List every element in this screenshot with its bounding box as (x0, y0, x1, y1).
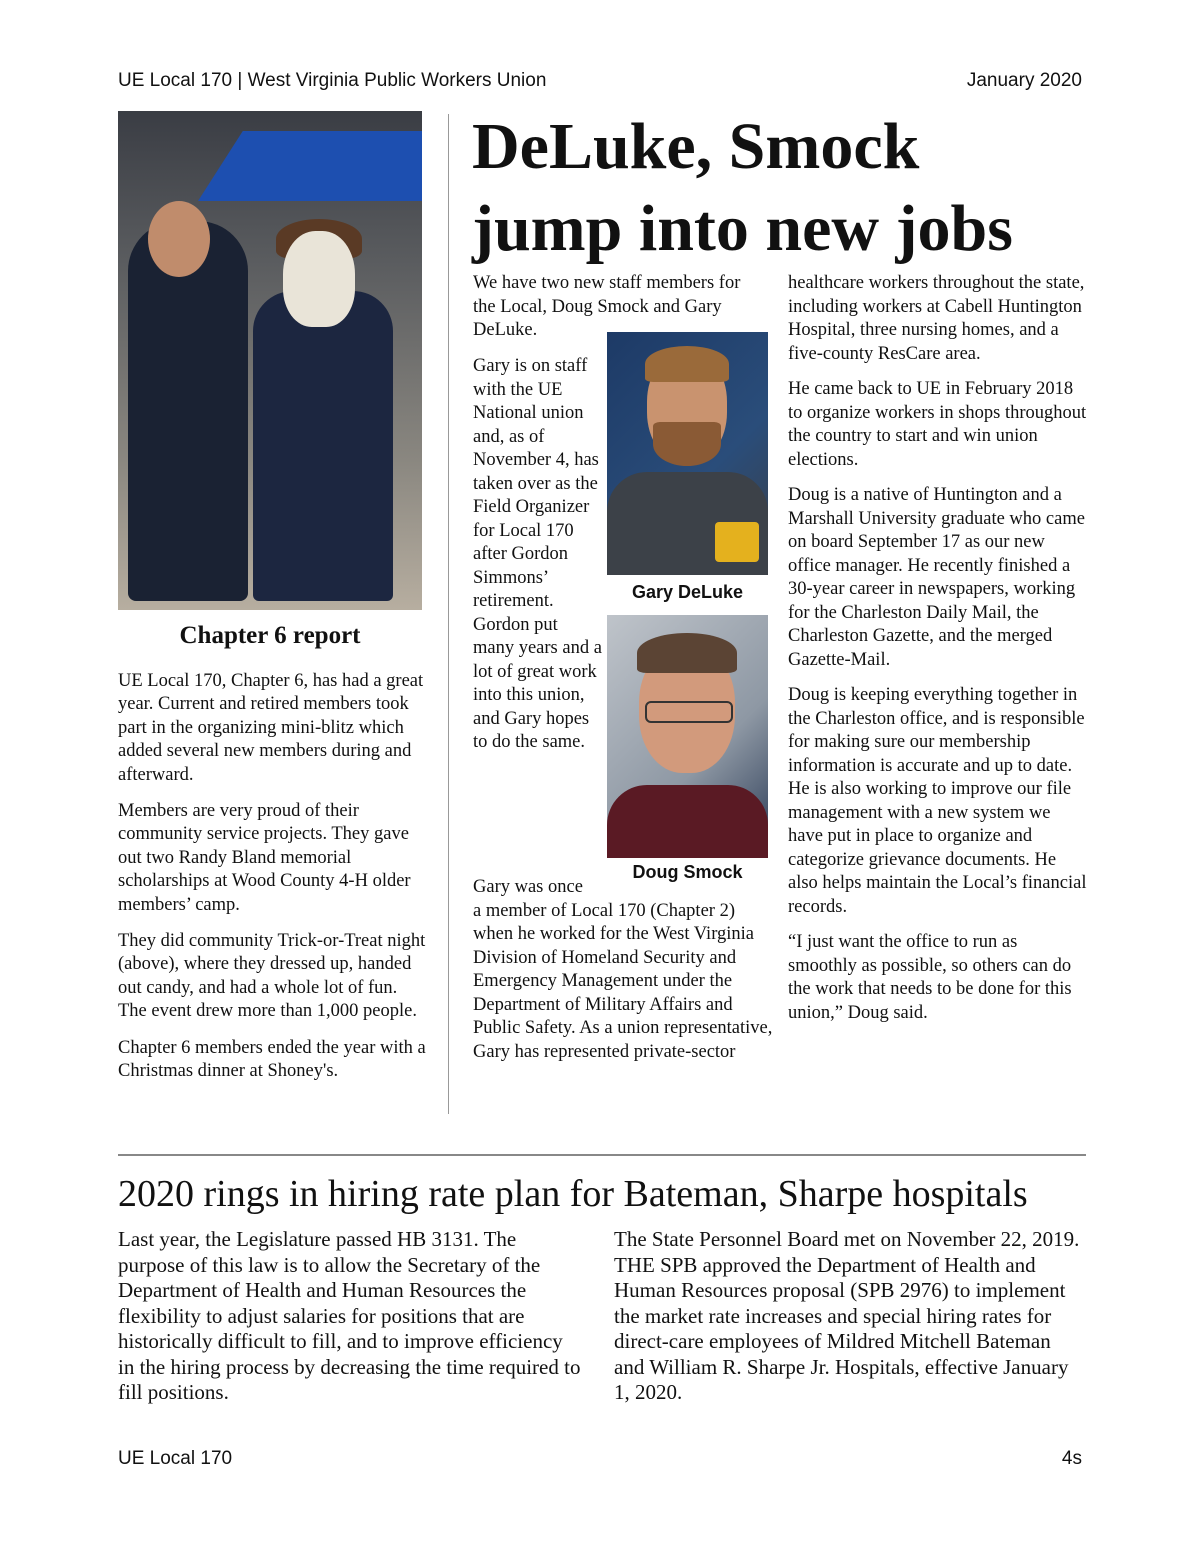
article-intro: We have two new staff members for the Local, Doug Smock and Gary DeLuke. (473, 273, 741, 340)
section2-right-text: The State Personnel Board met on November 22, 2019. THE SPB approved the Department of Health and Human Resources proposal (SPB 2976) to implement the market rate increases and special hiring rates for direct-care employees of Mildred Mitchell Bateman and William R. Sharpe Jr. Hospitals, effective January 1, 2020. (614, 1227, 1080, 1404)
section-divider (118, 1154, 1086, 1156)
headline-line-2: jump into new jobs (472, 192, 1013, 265)
doug-smock-photo (607, 615, 768, 858)
doug-smock-caption: Doug Smock (632, 862, 743, 882)
article-quote: “I just want the office to run as smoothly as possible, so others can do the work that needs to be done for this union,” Doug said. (788, 932, 1072, 1023)
article-paragraph: Doug is a native of Huntington and a Marshall University graduate who came on board September 17 as our new office manager. He recently finished a 30-year career in newspapers, working for the Charleston Daily Mail, the Charleston Gazette, and the merged Gazette-Mail. (788, 485, 1085, 670)
gary-deluke-caption: Gary DeLuke (631, 582, 744, 602)
section2-left-text: Last year, the Legislature passed HB 3131. The purpose of this law is to allow the Secretary of the Department of Health and Human Resources the flexibility to adjust salaries for positions that are historically difficult to fill, and to improve efficiency in the hiring process by decreasing the time required to fill positions. (118, 1227, 581, 1404)
footer-page-number: 4s (1061, 1448, 1082, 1469)
article-gary-history (473, 876, 773, 1064)
article-paragraph: healthcare workers throughout the state, including workers at Cabell Huntington Hospital, three nursing homes, and a five-county ResCare area. (788, 273, 1085, 364)
trick-or-treat-photo (118, 111, 422, 610)
headline-line-1: DeLuke, Smock (472, 110, 920, 183)
article-paragraph: Doug is keeping everything together in the Charleston office, and is responsible for making sure our membership information is accurate and up to date. He is also working to improve our file management with a new system we have put in place to organize and categorize grievance documents. He also helps maintain the Local’s financial records. (788, 685, 1087, 917)
header-date: January 2020 (966, 70, 1082, 91)
footer-publication: UE Local 170 (118, 1448, 233, 1469)
gary-once-line: Gary was once (473, 877, 583, 897)
chapter6-paragraph: Chapter 6 members ended the year with a Christmas dinner at Shoney's. (118, 1037, 426, 1082)
article-paragraph: He came back to UE in February 2018 to organize workers in shops throughout the country to start and win union elections. (788, 379, 1087, 470)
gary-history-text: a member of Local 170 (Chapter 2) when he worked for the West Virginia Division of Homeland Security and Emergency Management under the Department of Military Affairs and Public Safety. As a union representative, Gary has represented private-sector (473, 900, 773, 1062)
chapter6-paragraph: Members are very proud of their community service projects. They gave out two Randy Bland memorial scholarships at Wood County 4-H older members’ camp. (118, 801, 411, 915)
chapter6-paragraph: They did community Trick-or-Treat night (above), where they dressed up, handed out candy, and had a whole lot of fun. The event drew more than 1,000 people. (118, 931, 426, 1022)
chapter6-title: Chapter 6 report (179, 622, 361, 649)
header-publication: UE Local 170 | West Virginia Public Workers Union (118, 70, 547, 91)
chapter6-paragraph: UE Local 170, Chapter 6, has had a great year. Current and retired members took part in the organizing mini-blitz which added several new members during and afterward. (118, 671, 424, 785)
chapter6-body (118, 670, 428, 1097)
article-headline (472, 106, 1112, 270)
section2-headline: 2020 rings in hiring rate plan for Bateman, Sharpe hospitals (118, 1173, 1028, 1215)
gary-deluke-photo (607, 332, 768, 575)
article-column-3 (788, 272, 1088, 1037)
article-gary-paragraph: Gary is on staff with the UE National union and, as of November 4, has taken over as the Field Organizer for Local 170 after Gordon Simmons’ retirement. Gordon put many years and a lot of great work into this union, and Gary hopes to do the same. (473, 356, 602, 752)
column-divider (448, 114, 449, 1114)
